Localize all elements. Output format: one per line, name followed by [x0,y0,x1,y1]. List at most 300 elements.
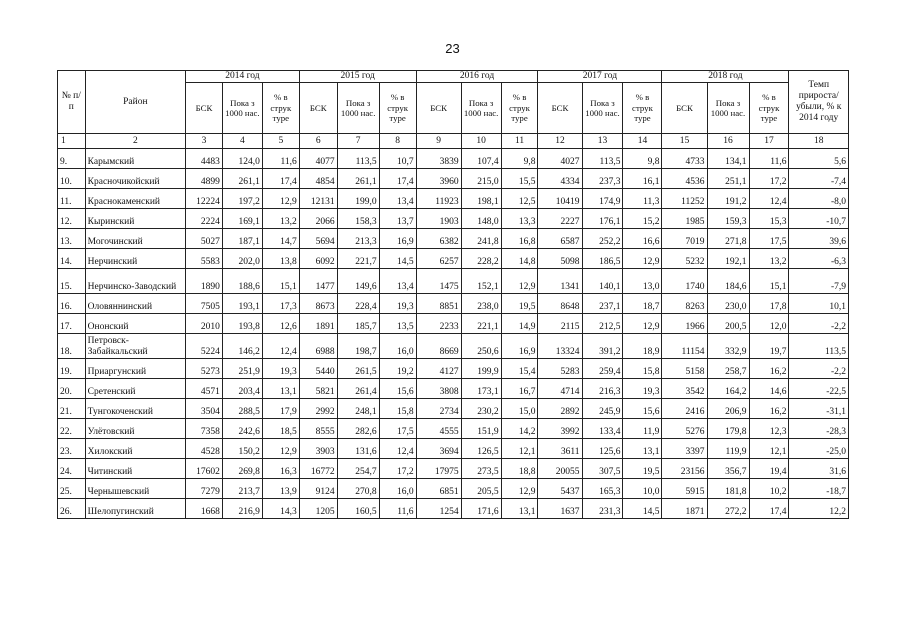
table-cell: 173,1 [461,379,501,399]
table-cell: 198,7 [337,334,379,359]
column-number: 5 [262,134,299,149]
table-row [58,189,849,209]
table-cell: 261,1 [222,169,262,189]
table-cell: 12,4 [749,189,789,209]
header-year-2018: 2018 год [662,71,789,83]
column-number: 13 [582,134,623,149]
table-cell: 16,8 [501,229,538,249]
table-cell: 14,5 [623,499,662,519]
column-number: 18 [789,134,849,149]
table-cell: 14,3 [262,499,299,519]
table-cell: 15,3 [749,209,789,229]
table-cell: 10419 [538,189,582,209]
table-cell: 199,9 [461,359,501,379]
table-cell: 12,2 [789,499,849,519]
table-cell: 16,0 [379,334,416,359]
table-cell: 2010 [186,314,223,334]
table-cell: 252,2 [582,229,623,249]
table-cell: 8555 [299,419,337,439]
table-cell: 12,0 [749,314,789,334]
table-cell: 140,1 [582,269,623,294]
header-growth: Темп прироста/ убыли, % к 2014 году [789,71,849,134]
table-cell: 169,1 [222,209,262,229]
table-row [58,439,849,459]
table-cell: 6382 [416,229,461,249]
table-cell: 7279 [186,479,223,499]
column-number: 10 [461,134,501,149]
table-cell: 193,8 [222,314,262,334]
table-cell: 14,5 [379,249,416,269]
row-number: 13. [58,229,86,249]
table-cell: 159,3 [707,209,749,229]
row-number: 15. [58,269,86,294]
table-row [58,499,849,519]
row-number: 18. [58,334,86,359]
table-cell: 13,2 [749,249,789,269]
table-cell: 1740 [662,269,707,294]
table-cell: 4127 [416,359,461,379]
table-cell: 191,2 [707,189,749,209]
table-cell: 8673 [299,294,337,314]
district-name: Тунгокоченский [85,399,185,419]
table-cell: 5694 [299,229,337,249]
table-cell: 113,5 [582,149,623,169]
table-cell: 16,9 [379,229,416,249]
district-name: Кыринский [85,209,185,229]
row-number: 10. [58,169,86,189]
table-cell: 19,7 [749,334,789,359]
table-row [58,169,849,189]
table-cell: 5098 [538,249,582,269]
table-cell: 17602 [186,459,223,479]
table-cell: 5583 [186,249,223,269]
table-cell: -22,5 [789,379,849,399]
table-cell: 5440 [299,359,337,379]
table-cell: 5283 [538,359,582,379]
table-cell: 19,2 [379,359,416,379]
table-cell: 6851 [416,479,461,499]
table-cell: 4536 [662,169,707,189]
table-cell: 212,5 [582,314,623,334]
table-cell: 4571 [186,379,223,399]
table-body [58,149,849,519]
table-cell: 4334 [538,169,582,189]
table-cell: 13,3 [501,209,538,229]
table-cell: 332,9 [707,334,749,359]
table-cell: 14,7 [262,229,299,249]
table-cell: 8263 [662,294,707,314]
header-pct: % в струк туре [379,83,416,134]
table-cell: 186,5 [582,249,623,269]
table-cell: 237,1 [582,294,623,314]
table-cell: 23156 [662,459,707,479]
table-cell: 3960 [416,169,461,189]
table-cell: 5232 [662,249,707,269]
table-cell: 13,1 [623,439,662,459]
table-cell: 11,9 [623,419,662,439]
header-bsk: БСК [538,83,582,134]
table-cell: 2992 [299,399,337,419]
table-cell: 152,1 [461,269,501,294]
table-cell: 10,7 [379,149,416,169]
table-cell: 14,8 [501,249,538,269]
table-cell: -18,7 [789,479,849,499]
table-cell: 12,1 [501,439,538,459]
page-number: 23 [445,41,460,56]
table-cell: 4714 [538,379,582,399]
table-cell: 1890 [186,269,223,294]
table-cell: 10,1 [789,294,849,314]
column-number: 12 [538,134,582,149]
column-number: 2 [85,134,185,149]
table-cell: 5276 [662,419,707,439]
table-cell: 6587 [538,229,582,249]
table-cell: 19,3 [262,359,299,379]
column-number: 9 [416,134,461,149]
table-cell: 4077 [299,149,337,169]
table-cell: 4899 [186,169,223,189]
table-cell: 213,3 [337,229,379,249]
table-cell: -2,2 [789,314,849,334]
table-cell: 12,9 [262,189,299,209]
table-cell: 39,6 [789,229,849,249]
table-cell: 16,2 [749,399,789,419]
table-cell: 2734 [416,399,461,419]
table-cell: 19,3 [379,294,416,314]
table-cell: 3611 [538,439,582,459]
row-number: 19. [58,359,86,379]
table-row [58,209,849,229]
table-cell: 5,6 [789,149,849,169]
table-cell: 15,2 [623,209,662,229]
table-cell: 1475 [416,269,461,294]
table-cell: 17,4 [749,499,789,519]
header-rate: Пока з 1000 нас. [461,83,501,134]
table-cell: 17,5 [749,229,789,249]
table-cell: 5027 [186,229,223,249]
table-cell: 18,7 [623,294,662,314]
table-cell: 11923 [416,189,461,209]
column-number: 17 [749,134,789,149]
table-cell: 9124 [299,479,337,499]
table-cell: -25,0 [789,439,849,459]
table-cell: 12,5 [501,189,538,209]
header-year-2016: 2016 год [416,71,538,83]
table-cell: 119,9 [707,439,749,459]
row-number: 20. [58,379,86,399]
table-cell: 270,8 [337,479,379,499]
table-cell: 6092 [299,249,337,269]
district-name: Шелопугинский [85,499,185,519]
table-cell: 13,4 [379,269,416,294]
table-cell: 1668 [186,499,223,519]
district-name: Краснокаменский [85,189,185,209]
table-cell: 259,4 [582,359,623,379]
table-cell: 1871 [662,499,707,519]
district-name: Улётовский [85,419,185,439]
header-year-2015: 2015 год [299,71,416,83]
table-cell: 197,2 [222,189,262,209]
table-row [58,459,849,479]
header-row-column-numbers [58,134,849,149]
table-cell: 12,9 [623,314,662,334]
table-cell: -7,4 [789,169,849,189]
table-cell: 13,4 [379,189,416,209]
table-cell: 125,6 [582,439,623,459]
table-cell: 1985 [662,209,707,229]
table-cell: 261,4 [337,379,379,399]
table-cell: 1903 [416,209,461,229]
table-cell: 6257 [416,249,461,269]
header-pct: % в струк туре [262,83,299,134]
table-cell: -10,7 [789,209,849,229]
table-cell: 282,6 [337,419,379,439]
table-cell: 17,2 [379,459,416,479]
table-cell: 176,1 [582,209,623,229]
table-cell: 1966 [662,314,707,334]
table-cell: 19,5 [623,459,662,479]
header-rate: Пока з 1000 нас. [707,83,749,134]
table-cell: 12,9 [623,249,662,269]
row-number: 14. [58,249,86,269]
header-bsk: БСК [416,83,461,134]
column-number: 16 [707,134,749,149]
table-cell: 20055 [538,459,582,479]
row-number: 25. [58,479,86,499]
district-name: Могочинский [85,229,185,249]
statistics-table [57,70,849,519]
table-cell: 215,0 [461,169,501,189]
table-cell: 11,6 [379,499,416,519]
column-number: 7 [337,134,379,149]
table-cell: 11252 [662,189,707,209]
header-rate: Пока з 1000 нас. [222,83,262,134]
header-bsk: БСК [662,83,707,134]
district-name: Ононский [85,314,185,334]
table-cell: 12,9 [501,479,538,499]
table-cell: 17,4 [379,169,416,189]
table-cell: 188,6 [222,269,262,294]
table-cell: 16,3 [262,459,299,479]
table-cell: 15,6 [379,379,416,399]
table-cell: 14,9 [501,314,538,334]
table-cell: 13,1 [262,379,299,399]
row-number: 17. [58,314,86,334]
table-cell: 5158 [662,359,707,379]
table-row [58,229,849,249]
table-cell: 248,1 [337,399,379,419]
table-cell: 187,1 [222,229,262,249]
table-row [58,479,849,499]
column-number: 11 [501,134,538,149]
table-cell: 13,2 [262,209,299,229]
table-cell: 18,9 [623,334,662,359]
column-number: 6 [299,134,337,149]
table-cell: 241,8 [461,229,501,249]
table-cell: 250,6 [461,334,501,359]
table-cell: 12131 [299,189,337,209]
row-number: 21. [58,399,86,419]
table-cell: 269,8 [222,459,262,479]
table-cell: 31,6 [789,459,849,479]
table-cell: 16,2 [749,359,789,379]
table-cell: 216,3 [582,379,623,399]
table-cell: 17,3 [262,294,299,314]
table-cell: 17,5 [379,419,416,439]
table-cell: 198,1 [461,189,501,209]
table-cell: 19,3 [623,379,662,399]
district-name: Сретенский [85,379,185,399]
header-pct: % в струк туре [749,83,789,134]
table-cell: 16,1 [623,169,662,189]
table-cell: 13,9 [262,479,299,499]
table-cell: 221,7 [337,249,379,269]
row-number: 9. [58,149,86,169]
table-cell: 213,7 [222,479,262,499]
table-cell: 10,0 [623,479,662,499]
table-cell: 15,6 [623,399,662,419]
column-number: 8 [379,134,416,149]
table-cell: 151,9 [461,419,501,439]
table-cell: 3992 [538,419,582,439]
table-cell: 5437 [538,479,582,499]
table-cell: 245,9 [582,399,623,419]
table-cell: 4733 [662,149,707,169]
table-cell: 254,7 [337,459,379,479]
table-cell: 11,3 [623,189,662,209]
table-cell: 1254 [416,499,461,519]
table-cell: 17,2 [749,169,789,189]
table-cell: 107,4 [461,149,501,169]
table-row [58,314,849,334]
table-cell: 9,8 [623,149,662,169]
table-cell: 237,3 [582,169,623,189]
table-cell: 13,5 [379,314,416,334]
table-row [58,399,849,419]
table-cell: 12,3 [749,419,789,439]
table-cell: 200,5 [707,314,749,334]
table-cell: 8669 [416,334,461,359]
table-cell: 206,9 [707,399,749,419]
table-cell: 16,6 [623,229,662,249]
column-number: 14 [623,134,662,149]
table-cell: 3694 [416,439,461,459]
table-cell: 4027 [538,149,582,169]
table-cell: 174,9 [582,189,623,209]
table-cell: 12,9 [501,269,538,294]
table-cell: 9,8 [501,149,538,169]
table-cell: 164,2 [707,379,749,399]
table-cell: 1341 [538,269,582,294]
header-num: № п/п [58,71,86,134]
table-cell: 171,6 [461,499,501,519]
table-cell: 7358 [186,419,223,439]
table-cell: 2224 [186,209,223,229]
table-cell: 10,2 [749,479,789,499]
table-cell: 19,5 [501,294,538,314]
row-number: 23. [58,439,86,459]
table-cell: 356,7 [707,459,749,479]
table-cell: 179,8 [707,419,749,439]
table-cell: 16,9 [501,334,538,359]
table-cell: 1205 [299,499,337,519]
table-cell: 261,1 [337,169,379,189]
district-name: Оловяннинский [85,294,185,314]
table-cell: 7505 [186,294,223,314]
table-cell: 12,4 [262,334,299,359]
table-row [58,359,849,379]
column-number: 1 [58,134,86,149]
table-cell: 5224 [186,334,223,359]
table-cell: 193,1 [222,294,262,314]
table-cell: 146,2 [222,334,262,359]
table-cell: 203,4 [222,379,262,399]
table-cell: 251,9 [222,359,262,379]
table-cell: 11154 [662,334,707,359]
table-row [58,269,849,294]
header-bsk: БСК [299,83,337,134]
table-cell: 113,5 [789,334,849,359]
table-cell: 133,4 [582,419,623,439]
table-cell: -28,3 [789,419,849,439]
table-cell: 2066 [299,209,337,229]
table-cell: 216,9 [222,499,262,519]
table-cell: 307,5 [582,459,623,479]
district-name: Нерчинский [85,249,185,269]
table-cell: 17,8 [749,294,789,314]
table-cell: 205,5 [461,479,501,499]
table-cell: 1637 [538,499,582,519]
table-cell: 261,5 [337,359,379,379]
table-cell: 13324 [538,334,582,359]
table-cell: 12,4 [379,439,416,459]
table-cell: 15,5 [501,169,538,189]
table-cell: 15,1 [262,269,299,294]
table-cell: 17,9 [262,399,299,419]
table-cell: 131,6 [337,439,379,459]
column-number: 15 [662,134,707,149]
table-cell: 134,1 [707,149,749,169]
header-pct: % в струк туре [501,83,538,134]
table-cell: 12224 [186,189,223,209]
table-cell: 160,5 [337,499,379,519]
table-cell: 5915 [662,479,707,499]
table-cell: 181,8 [707,479,749,499]
table-cell: 3542 [662,379,707,399]
table-cell: 4555 [416,419,461,439]
table-cell: 5821 [299,379,337,399]
table-cell: 16,0 [379,479,416,499]
table-row [58,294,849,314]
table-cell: 16,7 [501,379,538,399]
header-year-2014: 2014 год [186,71,300,83]
table-cell: 228,2 [461,249,501,269]
table-cell: 113,5 [337,149,379,169]
row-number: 24. [58,459,86,479]
table-cell: 13,8 [262,249,299,269]
table-cell: 2416 [662,399,707,419]
table-cell: 6988 [299,334,337,359]
table-cell: 242,6 [222,419,262,439]
table-cell: 15,8 [623,359,662,379]
table-cell: 148,0 [461,209,501,229]
table-cell: 15,1 [749,269,789,294]
row-number: 11. [58,189,86,209]
table-cell: 1477 [299,269,337,294]
table-cell: 4854 [299,169,337,189]
table-cell: 13,1 [501,499,538,519]
header-pct: % в струк туре [623,83,662,134]
